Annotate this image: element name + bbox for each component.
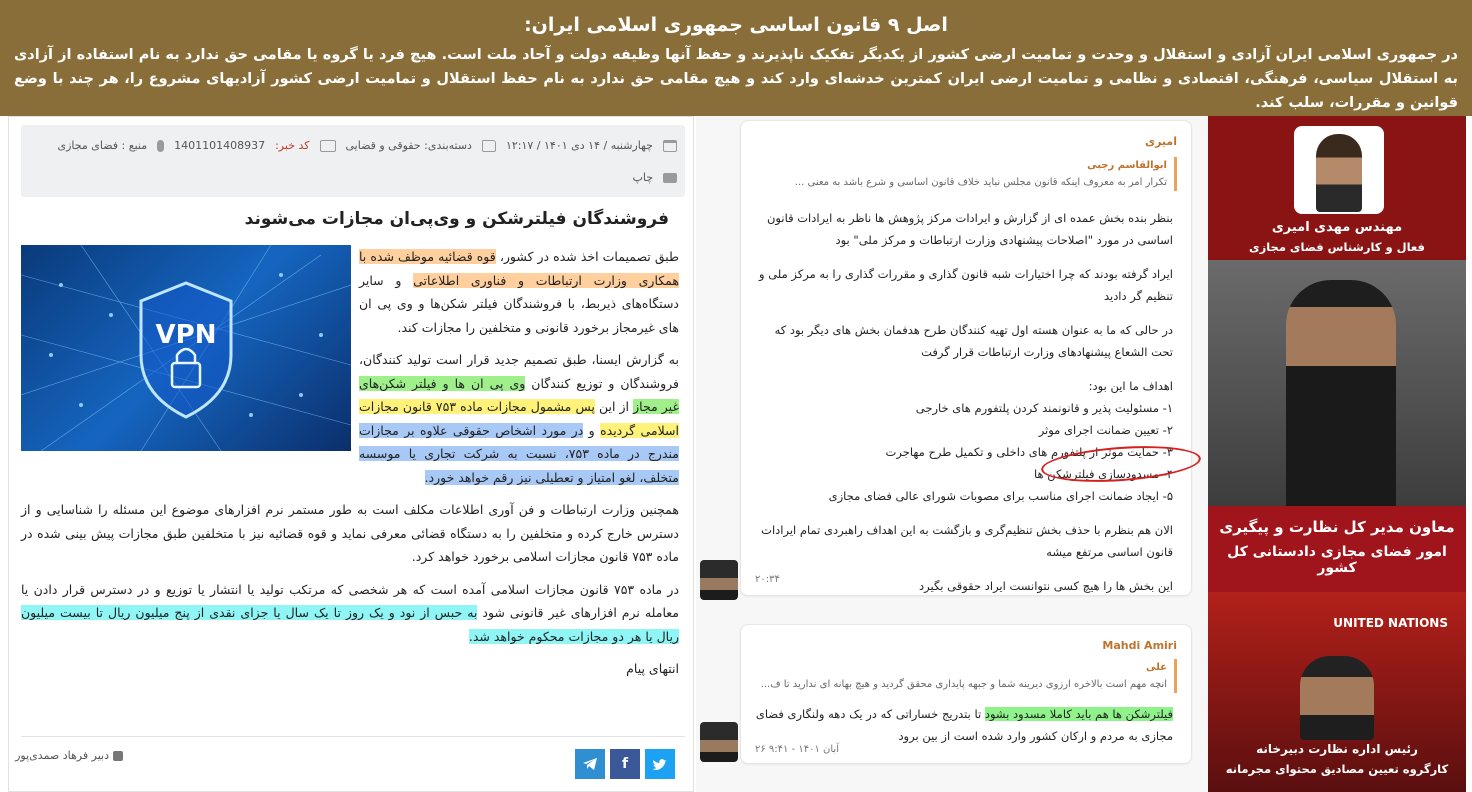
article-body xyxy=(21,245,679,690)
meta-source: منبع : فضای مجازی xyxy=(57,139,148,152)
text-run: تا بتدریج خساراتی که در یک دهه ولنگاری فضای مجازی به مردم و ارکان کشور وارد شده است از بین برود xyxy=(755,707,1173,743)
reply-quote[interactable] xyxy=(795,157,1177,191)
goal-item: ۱- مسئولیت پذیر و قانونمند کردن پلتفورم های خارجی xyxy=(915,401,1173,415)
article-paragraph xyxy=(21,578,679,649)
goal-item: ۴- مسدودسازی فیلترشکن ها xyxy=(1033,467,1173,481)
twitter-icon xyxy=(652,758,668,771)
news-article xyxy=(8,116,694,792)
meta-row xyxy=(58,139,678,152)
title-line: معاون مدیر کل نظارت و پیگیری xyxy=(1219,518,1455,536)
text-run: در ماده ۷۵۳ قانون مجازات اسلامی آمده است که هر شخصی که مرتکب تولید یا انتشار یا توزیع و در دسترس قرار دادن یا معامله نرم افزارهای غیر قانونی شود xyxy=(21,581,680,620)
profile-card[interactable] xyxy=(1208,116,1466,260)
message-paragraph: الان هم بنظرم با حذف بخش تنظیم‌گری و بازگشت به این اهداف راهبردی تمام ایرادات قانون اساسی مرتفع میشه xyxy=(761,523,1173,559)
title-line: رئیس اداره نظارت دبیرخانه xyxy=(1256,742,1418,756)
text-run: طبق تصمیمات اخذ شده در کشور، xyxy=(495,249,679,264)
chat-message xyxy=(740,624,1192,764)
message-body xyxy=(753,207,1173,609)
share-buttons xyxy=(575,749,675,779)
divider xyxy=(21,736,685,737)
calendar-icon xyxy=(663,140,677,152)
id-card-icon xyxy=(320,140,336,152)
message-sender: امیری xyxy=(1145,135,1177,148)
reply-quote[interactable] xyxy=(761,659,1177,693)
message-paragraph: در حالی که ما به عنوان هسته اول تهیه کنندگان طرح هدفمان بخش های دیگر بود که تحت الشعاع پیشنهادهای وزارت ارتباطات قرار گرفت xyxy=(774,323,1173,359)
article-title: فروشندگان فیلترشکن و وی‌پی‌ان مجازات می‌شوند xyxy=(244,209,669,229)
telegram-icon xyxy=(582,757,598,771)
message-time: ۲۰:۳۴ xyxy=(755,574,780,585)
meta-date: چهارشنبه / ۱۴ دی ۱۴۰۱ / ۱۲:۱۷ xyxy=(505,139,653,152)
person-silhouette xyxy=(1316,134,1362,212)
banner-title: اصل ۹ قانون اساسی جمهوری اسلامی ایران: xyxy=(524,14,948,36)
highlight-green: وی پی ان ها و فیلتر شکن‌های غیر مجاز xyxy=(359,375,679,414)
twitter-share-button[interactable] xyxy=(645,749,675,779)
print-label[interactable]: چاپ xyxy=(632,171,653,184)
chat-message xyxy=(740,120,1192,596)
message-paragraph: ایراد گرفته بودند که چرا اختیارات شبه قانون گذاری و مقررات گذاری را به مرکز ملی و تنظیم گر دادید xyxy=(759,267,1173,303)
facebook-icon: f xyxy=(621,756,629,772)
profile-photo xyxy=(1294,126,1384,214)
goal-item: ۲- تعیین ضمانت اجرای موثر xyxy=(1038,423,1173,437)
chat-screenshot xyxy=(696,116,1208,792)
editor-name: دبیر فرهاد صمدی‌پور xyxy=(15,749,109,762)
meta-code-label: کد خبر: xyxy=(275,139,310,152)
goal-item: ۵- ایجاد ضمانت اجرای مناسب برای مصوبات شورای عالی فضای مجازی xyxy=(828,489,1173,503)
person-silhouette xyxy=(1286,280,1396,506)
printer-icon xyxy=(663,173,677,183)
text-run: از این xyxy=(594,399,634,414)
text-run: به گزارش ایسنا، طبق تصمیم جدید قرار است تولید کنندگان، فروشندگان و توزیع کنندگان xyxy=(359,352,680,391)
un-photo-card xyxy=(1208,592,1466,792)
editor-credit xyxy=(15,749,123,762)
ad-column xyxy=(1208,116,1466,792)
person-silhouette xyxy=(1300,656,1374,740)
telegram-share-button[interactable] xyxy=(575,749,605,779)
message-time: ۲۶ آبان ۱۴۰۱ - ۹:۴۱ xyxy=(755,744,839,755)
check-icon xyxy=(113,751,123,761)
law-banner xyxy=(0,0,1472,116)
quote-author: علی xyxy=(1145,662,1167,673)
article-paragraph: همچنین وزارت ارتباطات و فن آوری اطلاعات مکلف است به طور مستمر نرم افزارهای موضوع این مسئله را شناسایی و از دسترس خارج کرده و متخلفین را به دستگاه قضائی معرفی نماید و قوه قضائیه نیز با متخلفین طبق مجازات پیش بینی شده در ماده ۷۵۳ قانون مجازات اسلامی برخورد خواهد کرد. xyxy=(21,502,679,564)
goals-title: اهداف ما این بود: xyxy=(1088,379,1173,393)
profile-role: فعال و کارشناس فضای مجازی xyxy=(1249,240,1425,254)
title-line: امور فضای مجازی دادستانی کل کشور xyxy=(1227,544,1447,576)
folder-icon xyxy=(482,140,496,152)
meta-category[interactable]: دسته‌بندی: حقوقی و قضایی xyxy=(345,139,472,152)
vpn-image-label: VPN xyxy=(155,320,217,350)
highlight-yellow: پس مشمول مجازات ماده ۷۵۳ قانون مجازات اسلامی گردیده xyxy=(359,399,680,438)
meta-code: 1401101408937 xyxy=(174,139,266,152)
title-line: کارگروه تعیین مصادیق محتوای مجرمانه xyxy=(1225,762,1449,776)
highlight-cyan: به حبس از نود و یک روز تا یک سال یا جزای نقدی از پنج میلیون ریال تا بیست میلیون ریال یا هر دو مجازات محکوم خواهد شد. xyxy=(21,605,679,644)
message-body xyxy=(753,703,1173,747)
article-meta xyxy=(21,125,685,197)
quote-author: ابوالقاسم رجبی xyxy=(1087,160,1167,171)
highlight-orange: قوه قضائیه موظف شده با همکاری وزارت ارتباطات و فناوری اطلاعاتی xyxy=(359,249,679,288)
profile-name: مهندس مهدی امیری xyxy=(1271,220,1403,235)
highlight-blue: در مورد اشخاص حقوقی علاوه بر مجازات مندرج در ماده ۷۵۳، نسبت به شرکت تجاری یا موسسه متخلف، لغو امتیاز و تعطیلی نیز رقم خواهد خورد. xyxy=(359,422,679,485)
avatar[interactable] xyxy=(700,722,738,762)
goal-item: ۳- حمایت موثر از پلتفورم های داخلی و تکمیل طرح مهاجرت xyxy=(885,445,1173,459)
article-end: انتهای پیام xyxy=(626,661,679,676)
banner-text: در جمهوری اسلامی ایران آزادی و استقلال و وحدت و تمامیت ارضی کشور از یکدیگر تفکیک ناپذیرند و حفظ آنها وظیفه دولت و آحاد ملت است. هیچ فرد یا گروه یا مقامی حق ندارد به نام استفاده از آزادی به استقلال سیاسی، فرهنگی، اقتصادی و نظامی و تمامیت ارضی ایران کمترین خدشه‌ای وارد کند و هیچ مقامی حق ندارد به نام حفظ استقلال و تمامیت ارضی کشور آزادیهای مشروع را، هر چند با وضع قوانین و مقررات، سلب کند. xyxy=(14,47,1458,111)
message-paragraph: این بخش ها را هیچ کسی نتوانست ایراد حقوقی بگیرد xyxy=(919,579,1173,593)
avatar[interactable] xyxy=(700,560,738,600)
goals-list xyxy=(753,375,1173,507)
un-sign: UNITED NATIONS xyxy=(1333,616,1448,630)
microphone-icon xyxy=(157,140,164,152)
quote-text: تکرار امر به معروف اینکه قانون مجلس نباید خلاف قانون اساسی و شرع باشد به معنی ... xyxy=(794,177,1167,188)
facebook-share-button[interactable] xyxy=(610,749,640,779)
title-banner xyxy=(1208,506,1466,592)
highlight-green: فیلترشکن ها هم باید کاملا مسدود بشود xyxy=(984,707,1173,721)
quote-text: انچه مهم است بالاخره ارزوی دیرینه شما و جبهه پایداری محقق گردید و هیچ بهانه ای ندارید تا ف... xyxy=(760,679,1167,690)
message-paragraph: بنظر بنده بخش عمده ای از گزارش و ایرادات مرکز پژوهش ها ناظر به ایرادات قانون اساسی در مورد "اصلاحات پیشنهادی وزارت ارتباطات و مرکز ملی" بود xyxy=(766,211,1173,247)
text-run: و سایر دستگاه‌های ذیربط، با فروشندگان فیلتر شکن‌ها و وی پی ان های غیرمجاز برخورد قانونی و متخلفین را مجازات کند. xyxy=(359,272,679,335)
text-run: و xyxy=(583,422,601,438)
print-link[interactable] xyxy=(632,171,677,184)
portrait-photo xyxy=(1208,260,1466,506)
message-sender: Mahdi Amiri xyxy=(1102,639,1177,652)
